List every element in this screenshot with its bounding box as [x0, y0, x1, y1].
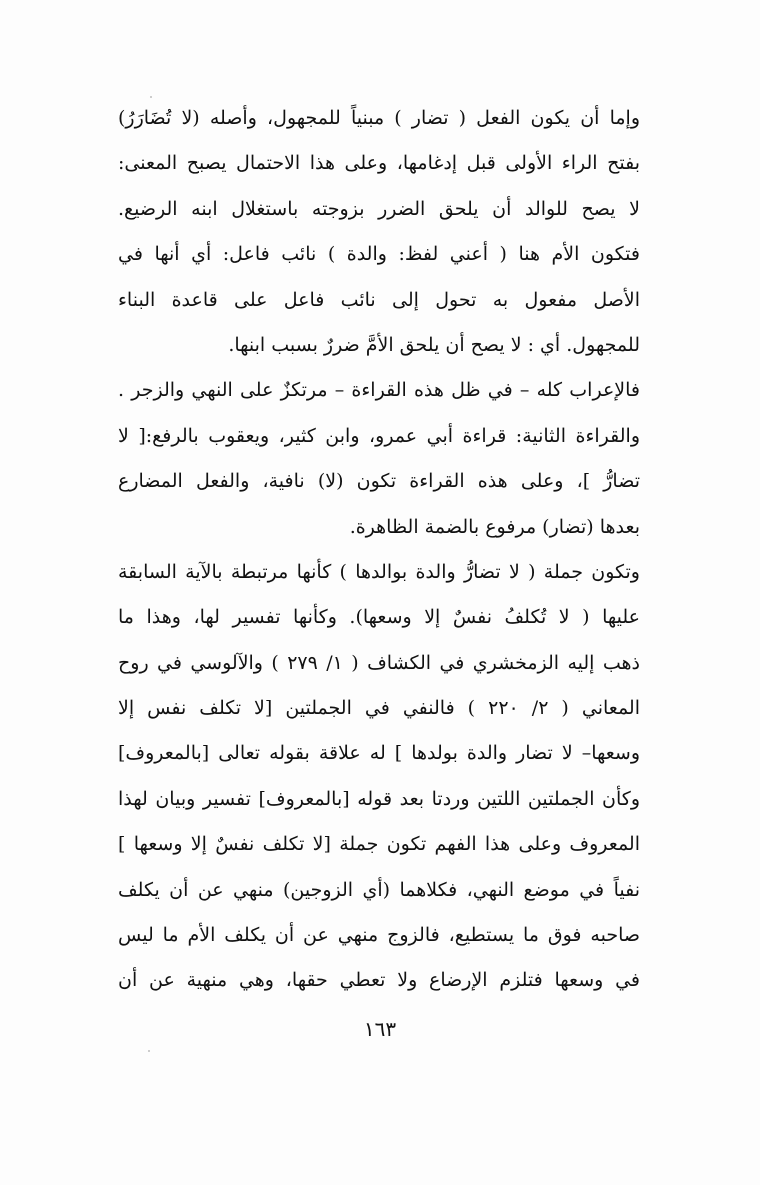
- text-line-14: المعاني ( ٢/ ٢٢٠ ) فالنفي في الجملتين [لا تكلف نفس إلا: [118, 697, 640, 720]
- page-number: ١٦٣: [363, 1017, 397, 1041]
- scan-speck: [148, 1050, 150, 1052]
- text-line-6: للمجهول. أي : لا يصح أن يلحق الأمَّ ضررٌ بسبب ابنها.: [228, 333, 640, 356]
- text-line-18: نفياً في موضع النهي، فكلاهما (أي الزوجين) منهي عن أن يكلف: [118, 878, 640, 901]
- text-line-2: بفتح الراء الأولى قبل إدغامها، وعلى هذا الاحتمال يصبح المعنى:: [118, 152, 640, 175]
- text-line-4: فتكون الأم هنا ( أعني لفظ: والدة ) نائب فاعل: أي أنها في: [118, 243, 640, 266]
- scan-speck: [150, 96, 152, 98]
- text-line-13: ذهب إليه الزمخشري في الكشاف ( ١/ ٢٧٩ ) والآلوسي في روح: [118, 651, 640, 674]
- text-line-1: وإما أن يكون الفعل ( تضار ) مبنياً للمجهول، وأصله (لا تُضَارَرُ): [118, 107, 640, 129]
- text-line-12: عليها ( لا تُكلفُ نفسٌ إلا وسعها). وكأنها تفسير لها، وهذا ما: [118, 606, 640, 629]
- text-line-19: صاحبه فوق ما يستطيع، فالزوج منهي عن أن يكلف الأم ما ليس: [118, 924, 640, 947]
- text-line-15: وسعها– لا تضار والدة بولدها ] له علاقة بقوله تعالى [بالمعروف]: [118, 742, 640, 765]
- body-text: [118, 96, 640, 1004]
- text-line-9: تضارُّ ]، وعلى هذه القراءة تكون (لا) نافية، والفعل المضارع: [118, 470, 640, 493]
- text-line-10: بعدها (تضار) مرفوع بالضمة الظاهرة.: [349, 515, 640, 538]
- text-line-11: وتكون جملة ( لا تضارُّ والدة بوالدها ) كأنها مرتبطة بالآية السابقة: [118, 560, 640, 583]
- text-line-17: المعروف وعلى هذا الفهم تكون جملة [لا تكلف نفسٌ إلا وسعها ]: [118, 833, 640, 856]
- text-line-20: في وسعها فتلزم الإرضاع ولا تعطي حقها، وهي منهية عن أن: [118, 969, 640, 992]
- text-line-16: وكأن الجملتين اللتين وردتا بعد قوله [بالمعروف] تفسير وبيان لهذا: [118, 787, 640, 810]
- text-line-7: فالإعراب كله – في ظل هذه القراءة – مرتكزٌ على النهي والزجر .: [118, 379, 640, 402]
- text-line-5: الأصل مفعول به تحول إلى نائب فاعل على قاعدة البناء: [118, 288, 640, 311]
- text-line-8: والقراءة الثانية: قراءة أبي عمرو، وابن كثير، ويعقوب بالرفع:[ لا: [118, 424, 640, 447]
- text-line-3: لا يصح للوالد أن يلحق الضرر بزوجته باستغلال ابنه الرضيع.: [118, 197, 640, 220]
